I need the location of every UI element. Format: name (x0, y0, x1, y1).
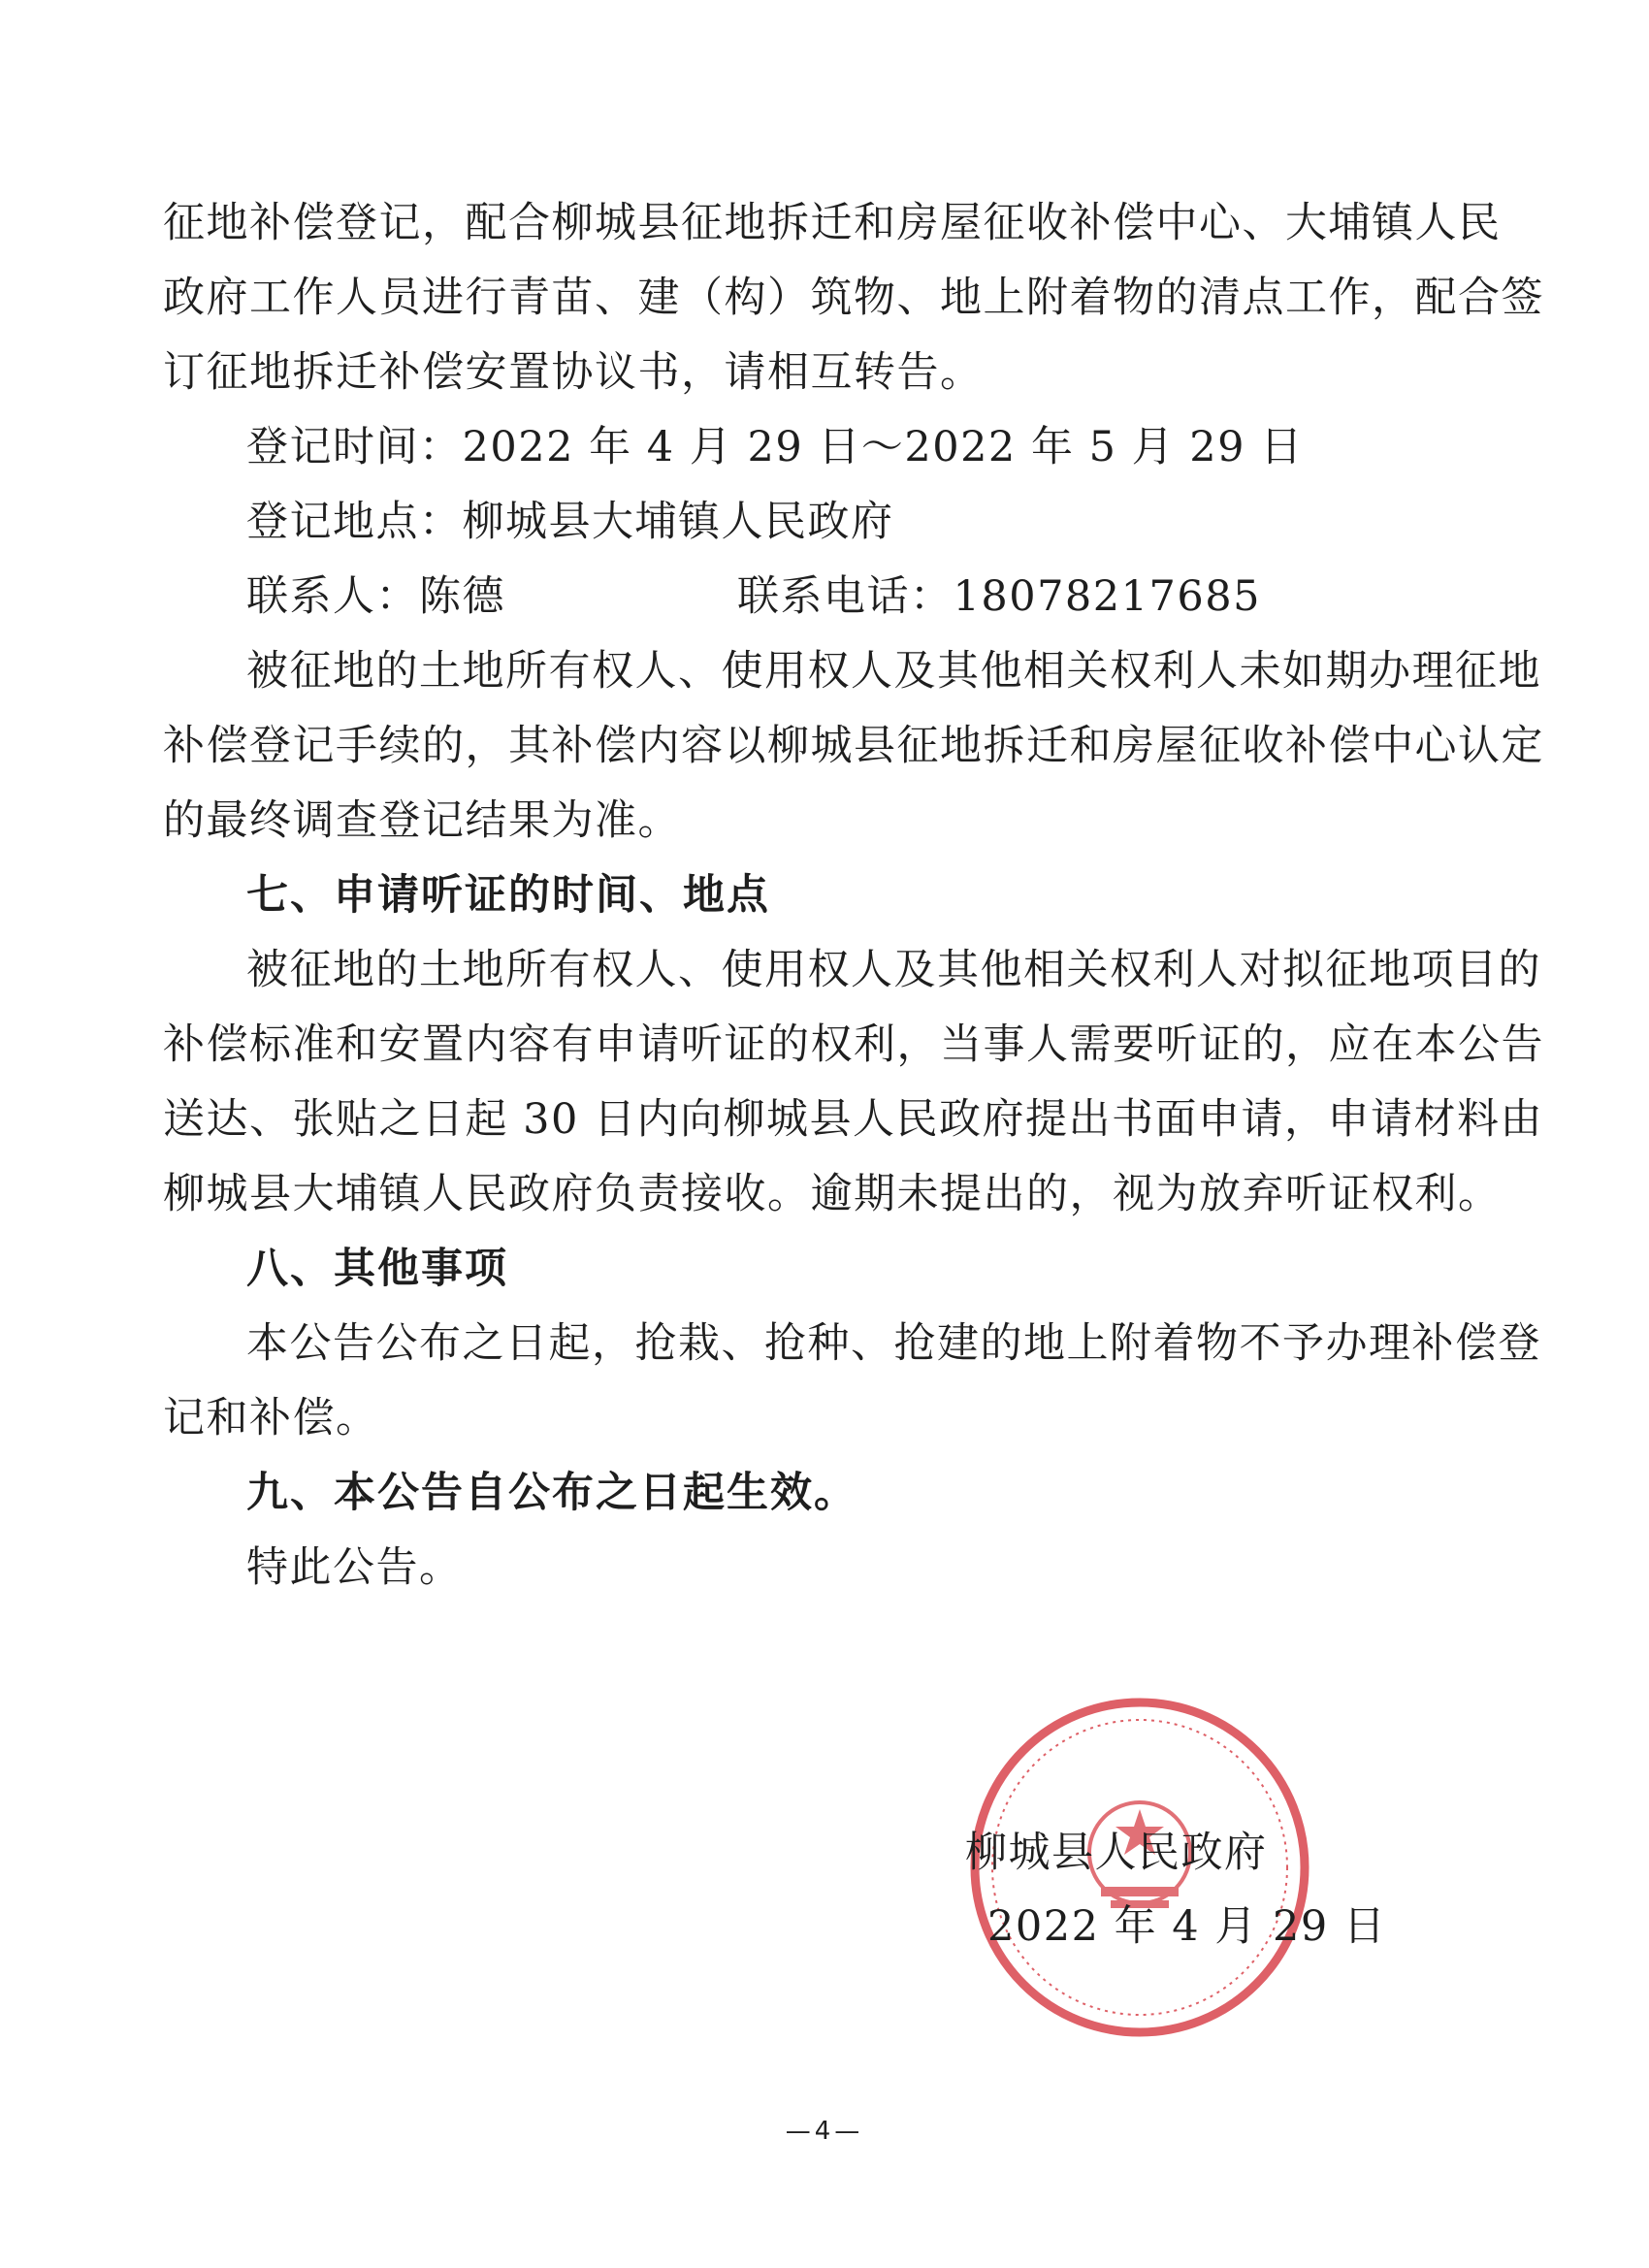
signature-date: 2022 年 4 月 29 日 (987, 1902, 1387, 1951)
paragraph-line: 记和补偿。 (163, 1394, 379, 1442)
paragraph-line: 的最终调查登记结果为准。 (163, 796, 681, 845)
registration-place: 登记地点：柳城县大埔镇人民政府 (246, 498, 894, 546)
paragraph-line: 本公告公布之日起，抢栽、抢种、抢建的地上附着物不予办理补偿登 (246, 1319, 1541, 1368)
section-heading-9: 九、本公告自公布之日起生效。 (246, 1469, 857, 1517)
section-heading-7: 七、申请听证的时间、地点 (246, 871, 770, 920)
paragraph-line: 送达、张贴之日起 30 日内向柳城县人民政府提出书面申请，申请材料由 (163, 1095, 1544, 1144)
page-number: —4— (785, 2117, 864, 2146)
paragraph-line: 被征地的土地所有权人、使用权人及其他相关权利人对拟征地项目的 (246, 946, 1541, 994)
signature-organization: 柳城县人民政府 (965, 1829, 1268, 1877)
registration-time: 登记时间：2022 年 4 月 29 日～2022 年 5 月 29 日 (246, 423, 1304, 471)
contact-person: 联系人：陈德 (246, 572, 505, 621)
paragraph-line: 征地补偿登记，配合柳城县征地拆迁和房屋征收补偿中心、大埔镇人民 (163, 199, 1502, 247)
section-heading-8: 八、其他事项 (246, 1245, 508, 1293)
contact-phone: 联系电话：18078217685 (737, 572, 1261, 621)
paragraph-line: 订征地拆迁补偿安置协议书，请相互转告。 (163, 348, 984, 397)
paragraph-line: 被征地的土地所有权人、使用权人及其他相关权利人未如期办理征地 (246, 647, 1541, 696)
closing-statement: 特此公告。 (246, 1543, 463, 1592)
paragraph-line: 补偿登记手续的，其补偿内容以柳城县征地拆迁和房屋征收补偿中心认定 (163, 722, 1544, 770)
paragraph-line: 补偿标准和安置内容有申请听证的权利，当事人需要听证的，应在本公告 (163, 1021, 1544, 1069)
paragraph-line: 柳城县大埔镇人民政府负责接收。逾期未提出的，视为放弃听证权利。 (163, 1170, 1502, 1218)
paragraph-line: 政府工作人员进行青苗、建（构）筑物、地上附着物的清点工作，配合签 (163, 274, 1544, 322)
